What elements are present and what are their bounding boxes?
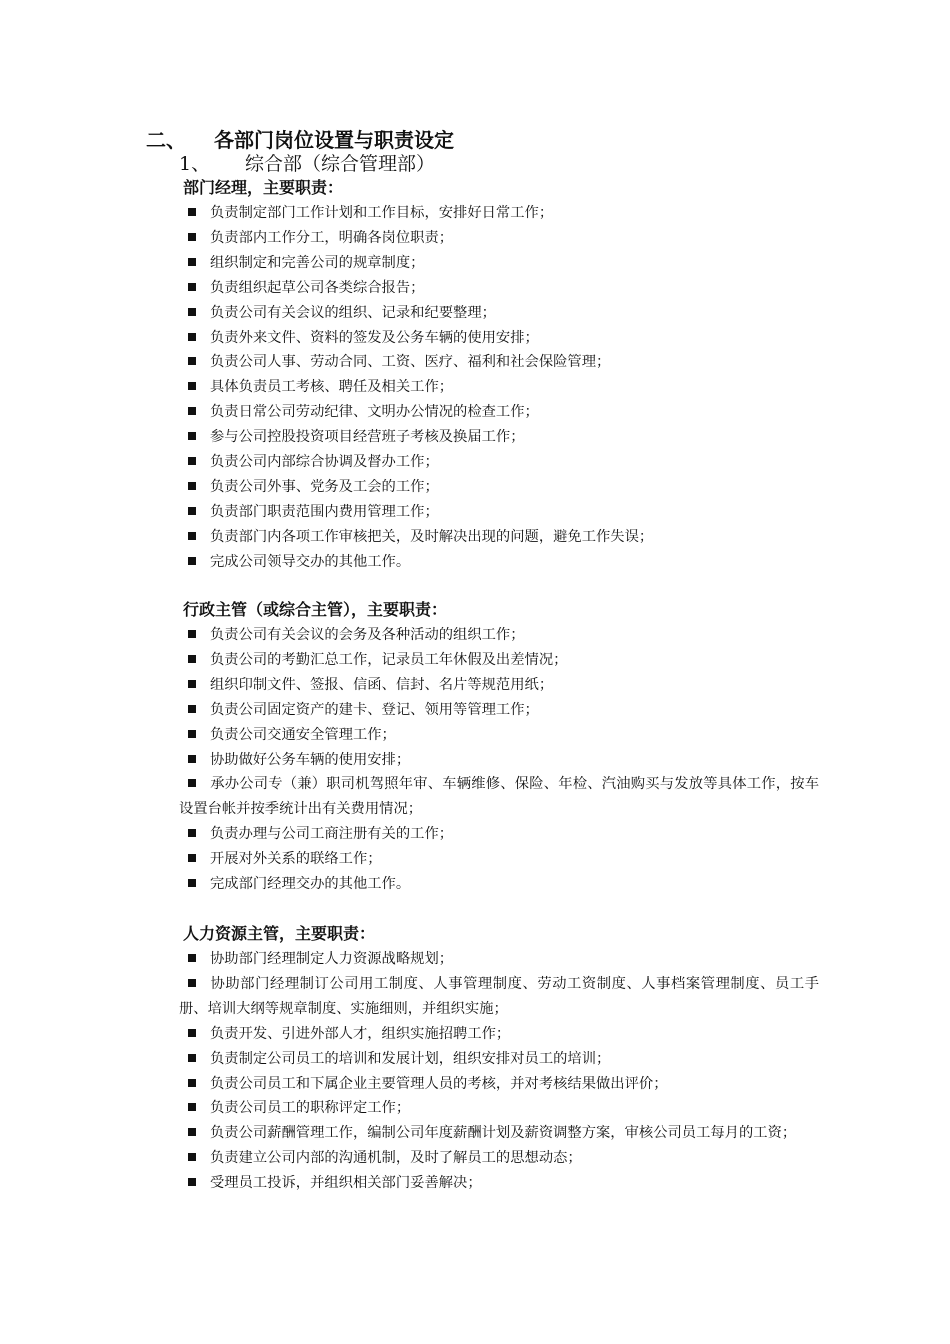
- square-bullet-icon: [188, 233, 196, 241]
- duty-item: [179, 822, 819, 847]
- duty-text: 负责公司有关会议的会务及各种活动的组织工作；: [210, 627, 525, 643]
- duty-text: 组织印制文件、签报、信函、信封、名片等规范用纸；: [210, 676, 554, 693]
- duty-text: 负责公司固定资产的建卡、登记、领用等管理工作；: [210, 701, 539, 718]
- subsection-number: 1、: [179, 153, 211, 175]
- duty-item: [179, 326, 819, 351]
- duty-item: [179, 972, 819, 1022]
- duty-item: [179, 400, 819, 425]
- duty-list: [179, 947, 819, 1196]
- duty-item: [179, 872, 819, 897]
- duty-item: [179, 1121, 819, 1146]
- square-bullet-icon: [188, 457, 196, 465]
- square-bullet-icon: [188, 630, 196, 638]
- role-title: 人力资源主管，主要职责：: [183, 924, 376, 943]
- duty-text: 负责公司外事、党务及工会的工作；: [210, 478, 439, 495]
- square-bullet-icon: [188, 283, 196, 291]
- duty-item: [179, 276, 819, 301]
- role-title: 行政主管（或综合主管），主要职责：: [183, 600, 448, 619]
- duty-list: [179, 623, 819, 897]
- duty-item: [179, 723, 819, 748]
- duty-text: 负责公司员工和下属企业主要管理人员的考核，并对考核结果做出评价；: [210, 1075, 668, 1092]
- duty-item: [179, 772, 819, 822]
- duty-item: [179, 450, 819, 475]
- duty-item: [179, 673, 819, 698]
- section-title: 各部门岗位设置与职责设定: [214, 128, 454, 152]
- duty-text: 负责制定部门工作计划和工作目标，安排好日常工作；: [210, 205, 554, 221]
- square-bullet-icon: [188, 680, 196, 688]
- duty-text: 受理员工投诉，并组织相关部门妥善解决；: [210, 1175, 482, 1192]
- square-bullet-icon: [188, 879, 196, 887]
- duty-list: [179, 201, 819, 575]
- duty-item: [179, 525, 819, 550]
- role-section-manager: [179, 175, 819, 575]
- duty-text: 负责公司交通安全管理工作；: [210, 726, 396, 743]
- duty-text: 协助做好公务车辆的使用安排；: [210, 751, 411, 768]
- square-bullet-icon: [188, 1128, 196, 1136]
- duty-item: [179, 375, 819, 400]
- square-bullet-icon: [188, 1178, 196, 1186]
- duty-text: 负责公司内部综合协调及督办工作；: [210, 454, 439, 471]
- square-bullet-icon: [188, 308, 196, 316]
- square-bullet-icon: [188, 507, 196, 515]
- square-bullet-icon: [188, 755, 196, 763]
- duty-text: 负责制定公司员工的培训和发展计划，组织安排对员工的培训；: [210, 1050, 611, 1067]
- duty-item: [179, 698, 819, 723]
- duty-text: 负责公司有关会议的组织、记录和纪要整理；: [210, 304, 496, 321]
- duty-item: [179, 550, 819, 575]
- duty-text: 负责公司员工的职称评定工作；: [210, 1100, 411, 1117]
- duty-text: 组织制定和完善公司的规章制度；: [210, 254, 425, 271]
- duty-item: [179, 1047, 819, 1072]
- duty-item: [179, 1022, 819, 1047]
- square-bullet-icon: [188, 1054, 196, 1062]
- square-bullet-icon: [188, 382, 196, 390]
- square-bullet-icon: [188, 954, 196, 962]
- duty-text: 负责部内工作分工，明确各岗位职责；: [210, 229, 454, 246]
- square-bullet-icon: [188, 532, 196, 540]
- duty-item: [179, 425, 819, 450]
- duty-item: [179, 1171, 819, 1196]
- square-bullet-icon: [188, 829, 196, 837]
- duty-text: 协助部门经理制定人力资源战略规划；: [210, 951, 454, 967]
- square-bullet-icon: [188, 779, 196, 787]
- duty-item: [179, 648, 819, 673]
- duty-text: 具体负责员工考核、聘任及相关工作；: [210, 379, 454, 396]
- duty-text: 参与公司控股投资项目经营班子考核及换届工作；: [210, 429, 525, 446]
- square-bullet-icon: [188, 854, 196, 862]
- square-bullet-icon: [188, 333, 196, 341]
- duty-text: 负责建立公司内部的沟通机制，及时了解员工的思想动态；: [210, 1150, 582, 1167]
- square-bullet-icon: [188, 979, 196, 987]
- duty-item: [179, 226, 819, 251]
- duty-text: 完成部门经理交办的其他工作。: [210, 876, 411, 893]
- duty-text: 负责公司人事、劳动合同、工资、医疗、福利和社会保险管理；: [210, 354, 611, 371]
- square-bullet-icon: [188, 432, 196, 440]
- role-section-hr: [179, 921, 819, 1196]
- square-bullet-icon: [188, 655, 196, 663]
- subsection-heading: [179, 149, 435, 176]
- square-bullet-icon: [188, 1079, 196, 1087]
- duty-text: 负责组织起草公司各类综合报告；: [210, 279, 425, 296]
- square-bullet-icon: [188, 357, 196, 365]
- duty-text: 负责公司的考勤汇总工作，记录员工年休假及出差情况；: [210, 651, 568, 668]
- duty-text: 负责公司薪酬管理工作，编制公司年度薪酬计划及薪资调整方案，审核公司员工每月的工资；: [210, 1125, 797, 1142]
- role-title: 部门经理，主要职责：: [183, 178, 344, 197]
- duty-text: 负责办理与公司工商注册有关的工作；: [210, 826, 454, 843]
- duty-item: [179, 475, 819, 500]
- duty-text: 负责部门职责范围内费用管理工作；: [210, 503, 439, 520]
- duty-text: 开展对外关系的联络工作；: [210, 851, 382, 868]
- square-bullet-icon: [188, 482, 196, 490]
- square-bullet-icon: [188, 730, 196, 738]
- duty-item: [179, 350, 819, 375]
- duty-item: [179, 251, 819, 276]
- square-bullet-icon: [188, 1029, 196, 1037]
- duty-text: 承办公司专（兼）职司机驾照年审、车辆维修、保险、年检、汽油购买与发放等具体工作，按车设置台帐并按季统计出有关费用情况；: [179, 776, 819, 818]
- square-bullet-icon: [188, 557, 196, 565]
- role-section-admin: [179, 597, 819, 897]
- duty-item: [179, 1096, 819, 1121]
- duty-item: [179, 1072, 819, 1097]
- duty-text: 负责开发、引进外部人才，组织实施招聘工作；: [210, 1025, 511, 1042]
- duty-item: [179, 500, 819, 525]
- square-bullet-icon: [188, 407, 196, 415]
- duty-item: [179, 1146, 819, 1171]
- square-bullet-icon: [188, 258, 196, 266]
- square-bullet-icon: [188, 1103, 196, 1111]
- duty-text: 负责外来文件、资料的签发及公务车辆的使用安排；: [210, 329, 539, 346]
- duty-item: [179, 201, 819, 226]
- duty-item: [179, 947, 819, 972]
- duty-item: [179, 301, 819, 326]
- square-bullet-icon: [188, 1153, 196, 1161]
- duty-item: [179, 623, 819, 648]
- subsection-title: 综合部（综合管理部）: [245, 153, 436, 175]
- duty-item: [179, 748, 819, 773]
- square-bullet-icon: [188, 208, 196, 216]
- duty-text: 负责部门内各项工作审核把关，及时解决出现的问题，避免工作失误；: [210, 528, 654, 545]
- duty-text: 完成公司领导交办的其他工作。: [210, 553, 411, 570]
- section-number: 二、: [146, 128, 186, 152]
- duty-text: 负责日常公司劳动纪律、文明办公情况的检查工作；: [210, 404, 539, 421]
- duty-text: 协助部门经理制订公司用工制度、人事管理制度、劳动工资制度、人事档案管理制度、员工手册、培训大纲等规章制度、实施细则，并组织实施；: [179, 975, 819, 1017]
- duty-item: [179, 847, 819, 872]
- square-bullet-icon: [188, 705, 196, 713]
